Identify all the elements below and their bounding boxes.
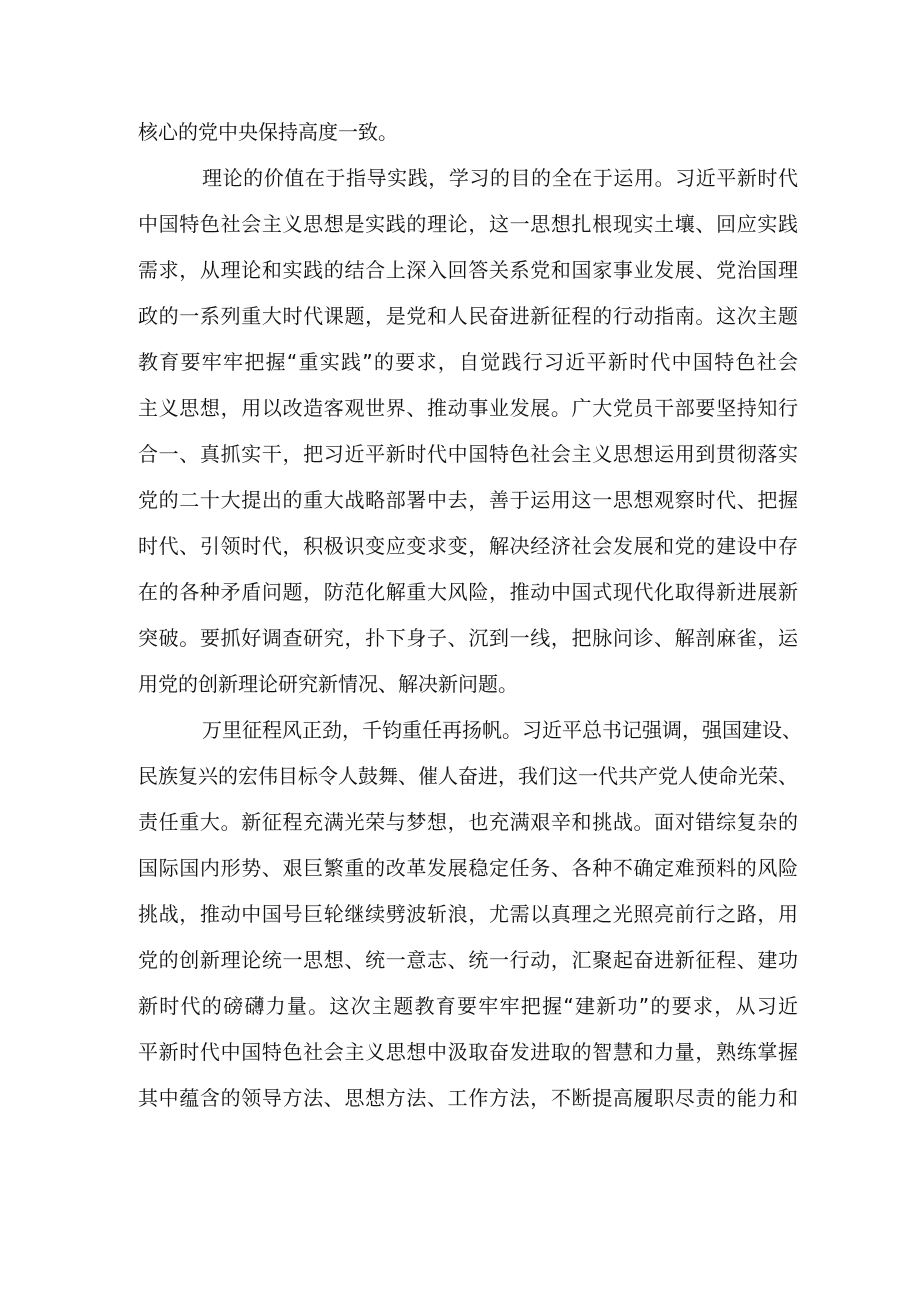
- text-line: 教育要牢牢把握“重实践”的要求，自觉践行习近平新时代中国特色社会: [138, 350, 798, 374]
- text-line: 核心的党中央保持高度一致。: [138, 120, 398, 144]
- text-line: 需求，从理论和实践的结合上深入回答关系党和国家事业发展、党治国理: [138, 258, 798, 282]
- text-line-paragraph-start: 理论的价值在于指导实践，学习的目的全在于运用。习近平新时代: [202, 166, 798, 190]
- text-line: 突破。要抓好调查研究，扑下身子、沉到一线，把脉问诊、解剖麻雀，运: [138, 626, 798, 650]
- text-line: 合一、真抓实干，把习近平新时代中国特色社会主义思想运用到贯彻落实: [138, 442, 798, 466]
- text-line: 主义思想，用以改造客观世界、推动事业发展。广大党员干部要坚持知行: [138, 396, 798, 420]
- text-line: 党的二十大提出的重大战略部署中去，善于运用这一思想观察时代、把握: [138, 488, 798, 512]
- text-line: 国际国内形势、艰巨繁重的改革发展稳定任务、各种不确定难预料的风险: [138, 856, 798, 880]
- text-line: 时代、引领时代，积极识变应变求变，解决经济社会发展和党的建设中存: [138, 534, 798, 558]
- text-line: 民族复兴的宏伟目标令人鼓舞、催人奋进，我们这一代共产党人使命光荣、: [138, 764, 798, 788]
- text-line: 挑战，推动中国号巨轮继续劈波斩浪，尤需以真理之光照亮前行之路，用: [138, 902, 798, 926]
- text-line: 党的创新理论统一思想、统一意志、统一行动，汇聚起奋进新征程、建功: [138, 948, 798, 972]
- text-line: 在的各种矛盾问题，防范化解重大风险，推动中国式现代化取得新进展新: [138, 580, 798, 604]
- text-line: 新时代的磅礴力量。这次主题教育要牢牢把握“建新功”的要求，从习近: [138, 994, 798, 1018]
- text-line: 其中蕴含的领导方法、思想方法、工作方法，不断提高履职尽责的能力和: [138, 1086, 798, 1110]
- text-line: 政的一系列重大时代课题，是党和人民奋进新征程的行动指南。这次主题: [138, 304, 798, 328]
- text-line: 用党的创新理论研究新情况、解决新问题。: [138, 672, 518, 696]
- document-body: [138, 109, 802, 1121]
- text-line-paragraph-start: 万里征程风正劲，千钧重任再扬帆。习近平总书记强调，强国建设、: [202, 718, 802, 742]
- text-line: 平新时代中国特色社会主义思想中汲取奋发进取的智慧和力量，熟练掌握: [138, 1040, 798, 1064]
- text-line: 责任重大。新征程充满光荣与梦想，也充满艰辛和挑战。面对错综复杂的: [138, 810, 798, 834]
- text-line: 中国特色社会主义思想是实践的理论，这一思想扎根现实土壤、回应实践: [138, 212, 798, 236]
